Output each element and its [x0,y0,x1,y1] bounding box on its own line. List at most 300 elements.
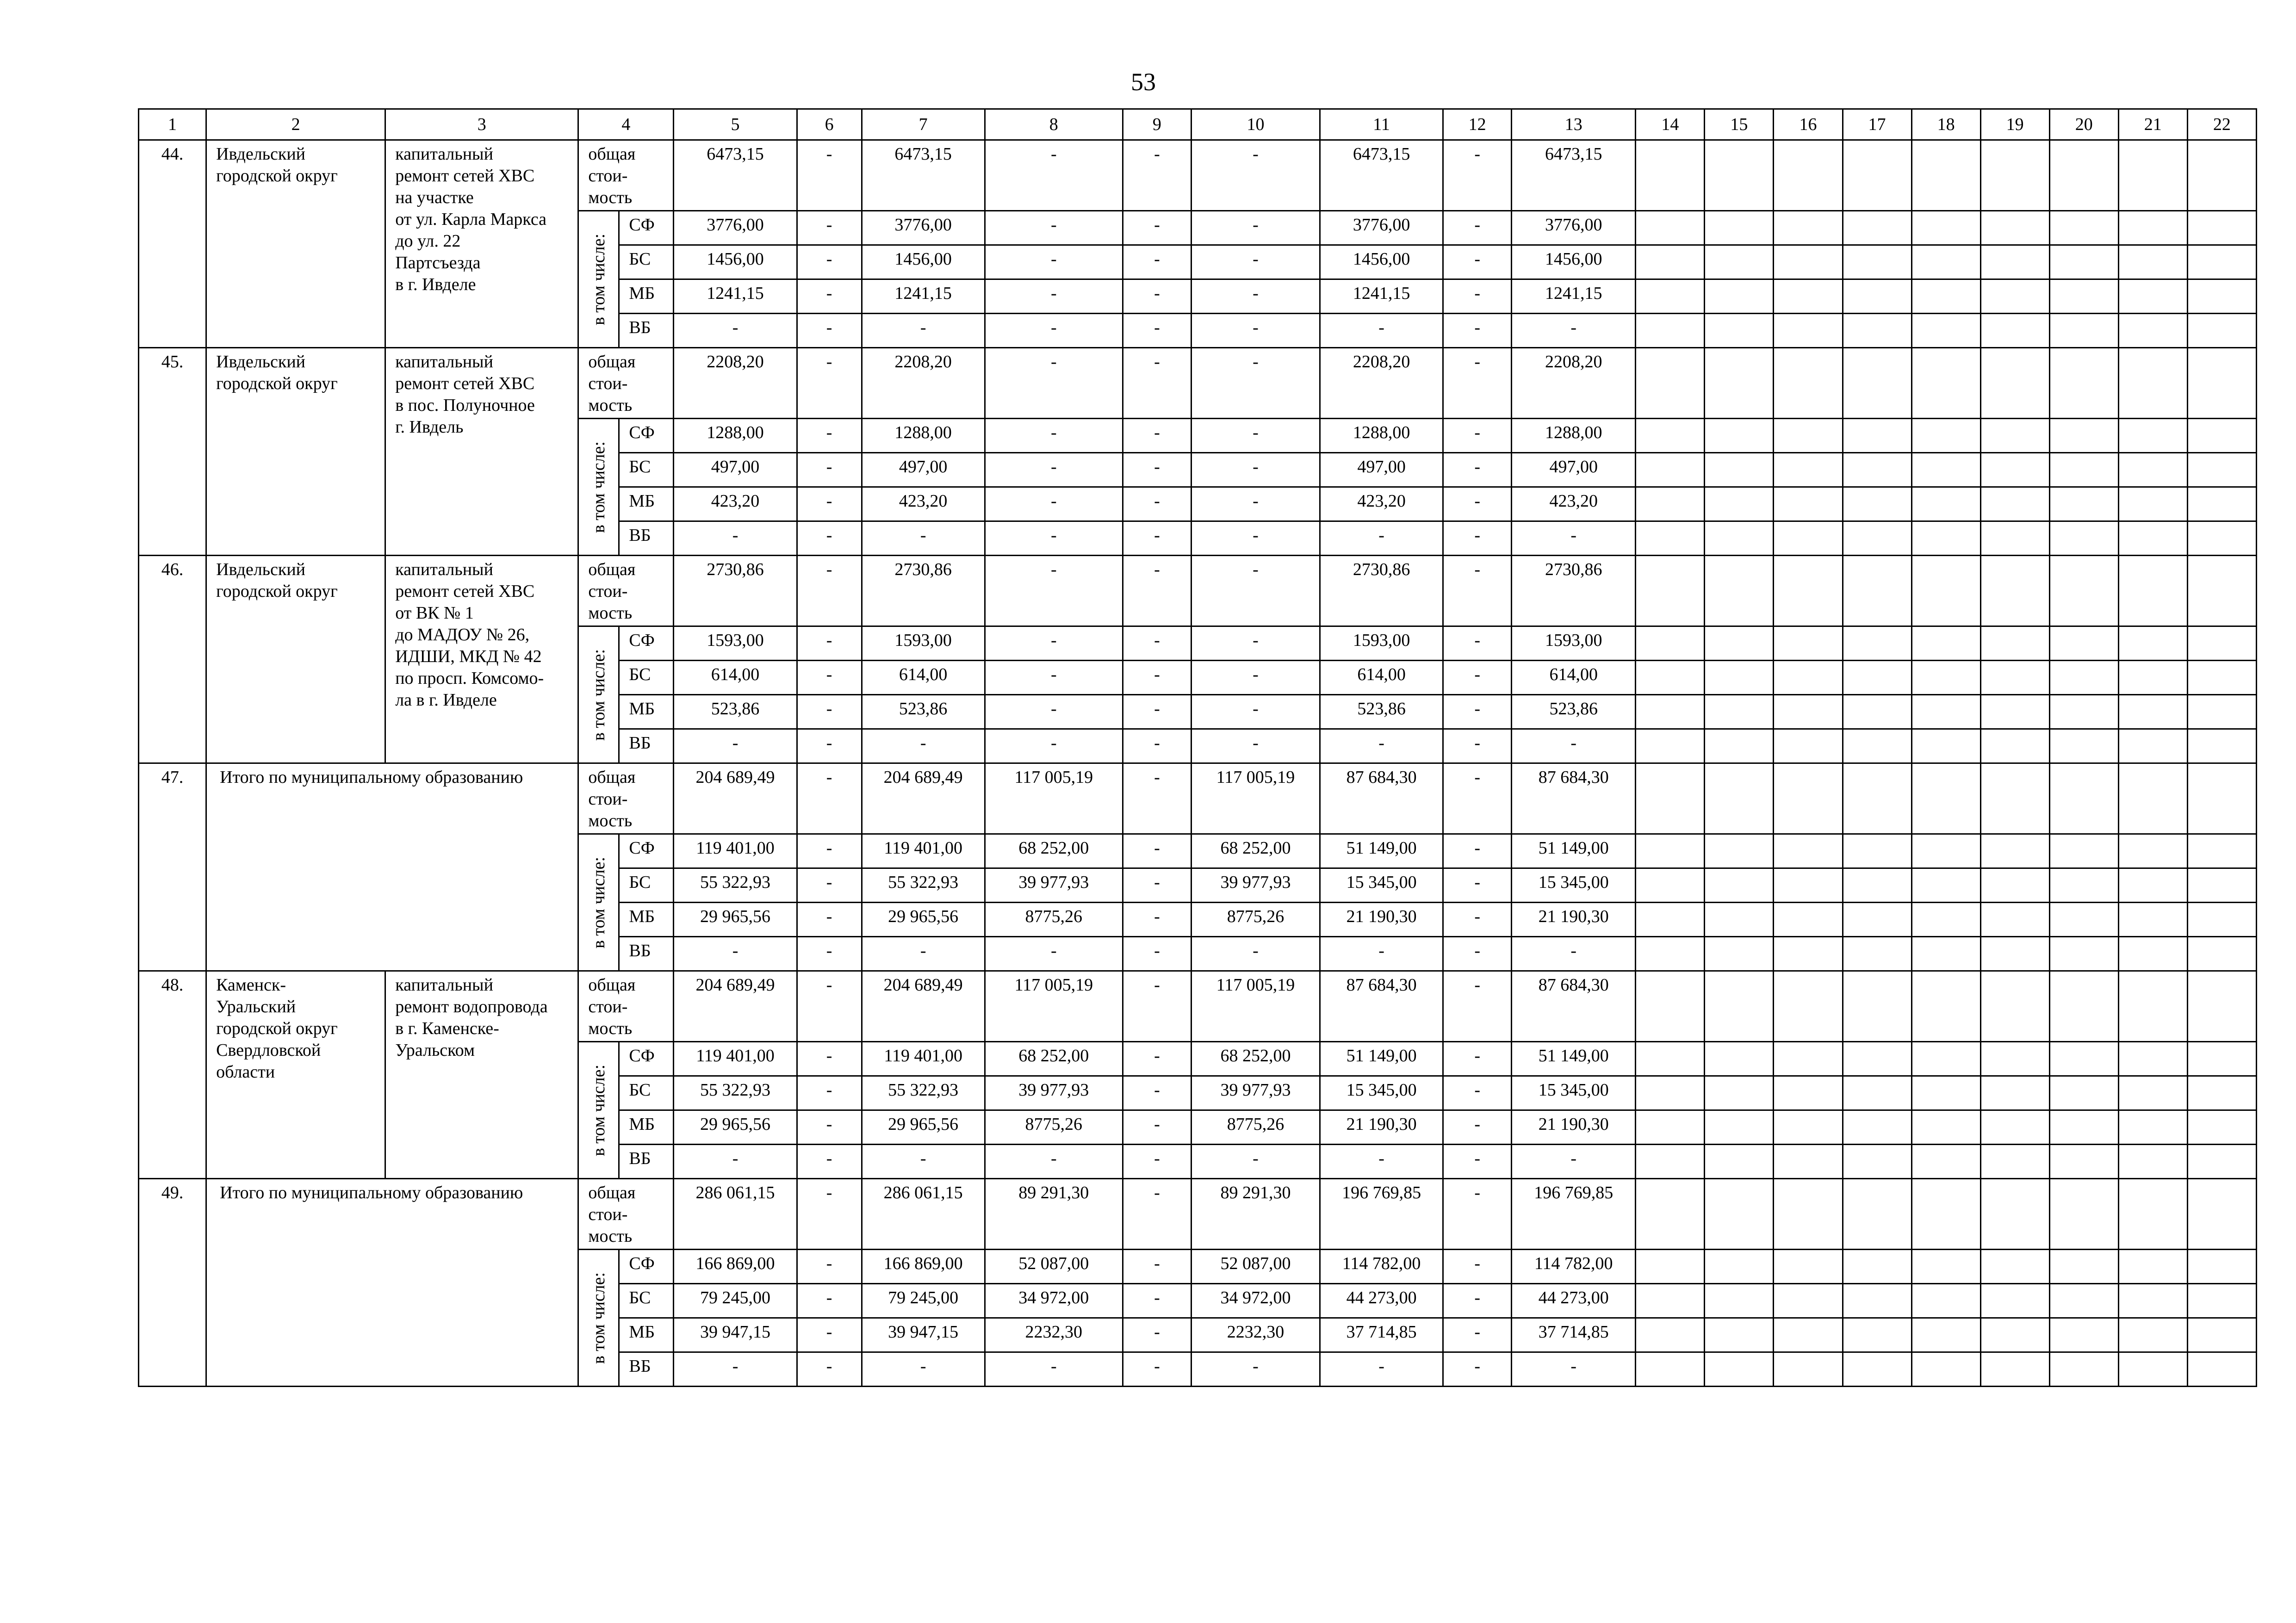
empty-cell [2187,556,2256,626]
value-cell: 52 087,00 [985,1250,1123,1284]
value-cell: - [797,834,862,868]
value-cell: 21 190,30 [1512,1110,1636,1145]
empty-cell [1636,1318,1705,1352]
value-cell: - [797,1145,862,1179]
empty-cell [1980,695,2049,729]
empty-cell [1843,626,1911,661]
empty-cell [2187,245,2256,279]
empty-cell [1843,971,1911,1042]
empty-cell [1911,211,1980,245]
empty-cell [1774,868,1843,903]
value-cell: 1288,00 [862,419,985,453]
value-cell: 1456,00 [862,245,985,279]
empty-cell [1705,245,1774,279]
value-cell: 523,86 [674,695,797,729]
value-cell: - [1443,245,1512,279]
value-cell: 1593,00 [1320,626,1443,661]
value-cell: - [1443,729,1512,763]
column-number-cell: 16 [1774,109,1843,140]
column-number-cell: 18 [1911,109,1980,140]
value-cell: 286 061,15 [862,1179,985,1250]
empty-cell [2187,211,2256,245]
value-cell: 89 291,30 [985,1179,1123,1250]
value-cell: - [1191,453,1320,487]
fund-code-cell: СФ [619,834,674,868]
empty-cell [2118,1352,2187,1387]
value-cell: 1593,00 [674,626,797,661]
value-cell: 1241,15 [1512,279,1636,314]
empty-cell [1774,348,1843,419]
empty-cell [1843,245,1911,279]
value-cell: - [985,245,1123,279]
value-cell: 1288,00 [1512,419,1636,453]
empty-cell [2049,868,2118,903]
empty-cell [1705,487,1774,521]
value-cell: 1456,00 [1512,245,1636,279]
value-cell: - [1443,1250,1512,1284]
empty-cell [1980,348,2049,419]
value-cell: - [1320,314,1443,348]
value-cell: - [1191,487,1320,521]
empty-cell [2118,937,2187,971]
value-cell: - [1191,626,1320,661]
empty-cell [1636,1110,1705,1145]
empty-cell [1774,763,1843,834]
empty-cell [1843,1179,1911,1250]
empty-cell [1843,279,1911,314]
table-row-total-cost [139,556,2257,626]
empty-cell [2187,348,2256,419]
empty-cell [2118,453,2187,487]
value-cell: - [1123,695,1191,729]
empty-cell [1636,419,1705,453]
empty-cell [1980,140,2049,211]
value-cell: 29 965,56 [862,1110,985,1145]
including-label-cell [578,1042,619,1179]
empty-cell [2049,314,2118,348]
value-cell: - [1191,348,1320,419]
empty-cell [1980,279,2049,314]
value-cell: - [797,419,862,453]
empty-cell [1843,453,1911,487]
row-number-cell: 45. [139,348,206,556]
value-cell: 39 947,15 [862,1318,985,1352]
including-label-cell [578,1250,619,1387]
value-cell: 39 947,15 [674,1318,797,1352]
value-cell: - [1123,521,1191,556]
empty-cell [2187,487,2256,521]
value-cell: - [1320,521,1443,556]
column-number-cell: 6 [797,109,862,140]
column-number-cell: 14 [1636,109,1705,140]
value-cell: 114 782,00 [1320,1250,1443,1284]
empty-cell [2187,1110,2256,1145]
value-cell: - [797,140,862,211]
empty-cell [1980,487,2049,521]
value-cell: - [797,348,862,419]
value-cell: - [797,729,862,763]
empty-cell [2049,626,2118,661]
value-cell: - [1443,1284,1512,1318]
value-cell: 68 252,00 [1191,1042,1320,1076]
row-number-cell: 48. [139,971,206,1179]
empty-cell [1705,695,1774,729]
empty-cell [1705,211,1774,245]
empty-cell [1705,140,1774,211]
empty-cell [1843,314,1911,348]
value-cell: - [1320,729,1443,763]
value-cell: - [862,1145,985,1179]
empty-cell [1636,1352,1705,1387]
empty-cell [2049,487,2118,521]
empty-cell [2118,729,2187,763]
value-cell: - [1191,1352,1320,1387]
value-cell: - [1443,1145,1512,1179]
municipality-cell: Ивдельский городской округ [206,556,385,763]
empty-cell [1636,763,1705,834]
empty-cell [2049,1284,2118,1318]
empty-cell [2118,419,2187,453]
value-cell: 87 684,30 [1320,763,1443,834]
empty-cell [1911,1250,1980,1284]
value-cell: 6473,15 [862,140,985,211]
empty-cell [2118,348,2187,419]
municipality-cell: Каменск- Уральский городской округ Свердловской области [206,971,385,1179]
fund-code-cell: СФ [619,419,674,453]
empty-cell [1843,1250,1911,1284]
value-cell: - [797,453,862,487]
including-label: в том числе: [589,1064,608,1156]
value-cell: - [1191,211,1320,245]
value-cell: - [1123,453,1191,487]
value-cell: 119 401,00 [674,1042,797,1076]
value-cell: - [1512,1145,1636,1179]
value-cell: 21 190,30 [1512,903,1636,937]
value-cell: - [797,1076,862,1110]
value-cell: 286 061,15 [674,1179,797,1250]
value-cell: - [1123,1250,1191,1284]
value-cell: - [797,971,862,1042]
empty-cell [1911,453,1980,487]
value-cell: - [862,521,985,556]
value-cell: 6473,15 [674,140,797,211]
empty-cell [1980,211,2049,245]
fund-code-cell: ВБ [619,1145,674,1179]
including-label-cell [578,419,619,556]
empty-cell [1705,1076,1774,1110]
empty-cell [1705,868,1774,903]
value-cell: 15 345,00 [1320,868,1443,903]
value-cell: - [985,211,1123,245]
value-cell: 1288,00 [674,419,797,453]
empty-cell [1705,1179,1774,1250]
value-cell: 2232,30 [1191,1318,1320,1352]
table-row-total-cost [139,348,2257,419]
empty-cell [2187,661,2256,695]
value-cell: - [1191,314,1320,348]
value-cell: 68 252,00 [985,834,1123,868]
value-cell: - [985,937,1123,971]
value-cell: - [1443,1318,1512,1352]
value-cell: - [1443,140,1512,211]
empty-cell [1980,453,2049,487]
municipality-cell: Ивдельский городской округ [206,140,385,348]
value-cell: 497,00 [862,453,985,487]
value-cell: 614,00 [862,661,985,695]
empty-cell [1911,1042,1980,1076]
value-cell: 3776,00 [1320,211,1443,245]
column-number-cell: 10 [1191,109,1320,140]
value-cell: - [985,1145,1123,1179]
empty-cell [1705,971,1774,1042]
empty-cell [1705,1318,1774,1352]
value-cell: - [1191,661,1320,695]
value-cell: 21 190,30 [1320,903,1443,937]
value-cell: 497,00 [1512,453,1636,487]
value-cell: - [797,314,862,348]
empty-cell [2049,521,2118,556]
empty-cell [1911,1318,1980,1352]
empty-cell [1843,1352,1911,1387]
empty-cell [1980,763,2049,834]
empty-cell [1774,937,1843,971]
empty-cell [2049,695,2118,729]
including-label: в том числе: [589,1272,608,1364]
value-cell: 1288,00 [1320,419,1443,453]
value-cell: 15 345,00 [1512,1076,1636,1110]
value-cell: - [1512,729,1636,763]
empty-cell [2049,556,2118,626]
fund-code-cell: ВБ [619,937,674,971]
value-cell: - [1320,937,1443,971]
empty-cell [1705,937,1774,971]
value-cell: - [1123,556,1191,626]
value-cell: 204 689,49 [674,971,797,1042]
value-cell: - [1123,661,1191,695]
value-cell: 1593,00 [1512,626,1636,661]
empty-cell [1774,729,1843,763]
empty-cell [1774,971,1843,1042]
empty-cell [1980,314,2049,348]
fund-code-cell: ВБ [619,314,674,348]
empty-cell [1911,626,1980,661]
empty-cell [2118,245,2187,279]
empty-cell [2118,211,2187,245]
value-cell: 523,86 [1320,695,1443,729]
value-cell: - [985,314,1123,348]
value-cell: - [1123,626,1191,661]
empty-cell [2187,1284,2256,1318]
value-cell: 614,00 [1320,661,1443,695]
empty-cell [1911,1352,1980,1387]
empty-cell [1980,1318,2049,1352]
budget-table [138,108,2257,1387]
value-cell: - [1443,314,1512,348]
value-cell: 119 401,00 [862,1042,985,1076]
total-cost-label-cell: общая стои- мость [578,763,674,834]
empty-cell [1636,903,1705,937]
value-cell: - [674,937,797,971]
object-description-cell: капитальный ремонт сетей ХВС от ВК № 1 до МАДОУ № 26, ИДШИ, МКД № 42 по просп. Комсомо- ла в г. Ивделе [385,556,578,763]
value-cell: 87 684,30 [1512,971,1636,1042]
empty-cell [1843,487,1911,521]
empty-cell [1774,521,1843,556]
empty-cell [1636,487,1705,521]
empty-cell [1705,834,1774,868]
empty-cell [1774,834,1843,868]
value-cell: - [1123,971,1191,1042]
empty-cell [1636,695,1705,729]
value-cell: 55 322,93 [862,868,985,903]
empty-cell [1636,140,1705,211]
empty-cell [1911,1145,1980,1179]
empty-cell [2187,453,2256,487]
value-cell: - [1512,1352,1636,1387]
empty-cell [1980,1076,2049,1110]
value-cell: - [862,937,985,971]
value-cell: 68 252,00 [985,1042,1123,1076]
empty-cell [1705,521,1774,556]
fund-code-cell: МБ [619,279,674,314]
value-cell: - [1443,903,1512,937]
empty-cell [2187,1145,2256,1179]
empty-cell [2118,521,2187,556]
value-cell: - [1191,937,1320,971]
empty-cell [2118,868,2187,903]
value-cell: - [862,314,985,348]
value-cell: - [797,937,862,971]
row-number-cell: 47. [139,763,206,971]
empty-cell [1980,1042,2049,1076]
value-cell: 2208,20 [1320,348,1443,419]
value-cell: 423,20 [1512,487,1636,521]
empty-cell [1843,1042,1911,1076]
empty-cell [2187,937,2256,971]
empty-cell [2187,1076,2256,1110]
empty-cell [1843,1076,1911,1110]
empty-cell [1636,1076,1705,1110]
empty-cell [1980,1145,2049,1179]
value-cell: - [985,661,1123,695]
value-cell: 79 245,00 [862,1284,985,1318]
empty-cell [1705,1145,1774,1179]
empty-cell [2118,487,2187,521]
empty-cell [2118,314,2187,348]
object-description-cell: капитальный ремонт сетей ХВС в пос. Полуночное г. Ивдель [385,348,578,556]
value-cell: - [1123,729,1191,763]
empty-cell [1911,419,1980,453]
empty-cell [2118,971,2187,1042]
page-number: 53 [1131,68,1156,96]
value-cell: - [797,211,862,245]
empty-cell [2187,695,2256,729]
empty-cell [2049,1179,2118,1250]
value-cell: - [1191,695,1320,729]
value-cell: 2730,86 [862,556,985,626]
value-cell: 119 401,00 [862,834,985,868]
value-cell: 1241,15 [862,279,985,314]
value-cell: - [797,1110,862,1145]
value-cell: 1241,15 [674,279,797,314]
column-number-cell: 15 [1705,109,1774,140]
value-cell: 34 972,00 [1191,1284,1320,1318]
empty-cell [1911,868,1980,903]
empty-cell [2187,140,2256,211]
value-cell: 51 149,00 [1320,834,1443,868]
municipality-cell: Ивдельский городской округ [206,348,385,556]
empty-cell [1774,626,1843,661]
empty-cell [1636,279,1705,314]
empty-cell [1911,279,1980,314]
empty-cell [1980,868,2049,903]
empty-cell [1636,1250,1705,1284]
empty-cell [1636,937,1705,971]
including-label-cell [578,834,619,971]
empty-cell [1705,1110,1774,1145]
value-cell: - [1123,763,1191,834]
value-cell: - [674,729,797,763]
value-cell: 51 149,00 [1512,834,1636,868]
value-cell: 2232,30 [985,1318,1123,1352]
value-cell: 1241,15 [1320,279,1443,314]
value-cell: 196 769,85 [1512,1179,1636,1250]
value-cell: - [1443,695,1512,729]
value-cell: - [797,521,862,556]
empty-cell [1705,314,1774,348]
empty-cell [1843,211,1911,245]
empty-cell [1774,314,1843,348]
empty-cell [1911,1284,1980,1318]
value-cell: - [1191,729,1320,763]
empty-cell [1705,556,1774,626]
value-cell: 196 769,85 [1320,1179,1443,1250]
empty-cell [1980,903,2049,937]
value-cell: 39 977,93 [1191,868,1320,903]
empty-cell [1774,1352,1843,1387]
value-cell: - [797,903,862,937]
empty-cell [1911,661,1980,695]
empty-cell [2118,1076,2187,1110]
including-label: в том числе: [589,233,608,325]
value-cell: 44 273,00 [1512,1284,1636,1318]
value-cell: - [797,1179,862,1250]
empty-cell [2049,453,2118,487]
empty-cell [1636,1042,1705,1076]
column-number-cell: 2 [206,109,385,140]
value-cell: - [797,1284,862,1318]
empty-cell [2049,937,2118,971]
column-number-cell: 17 [1843,109,1911,140]
value-cell: 523,86 [862,695,985,729]
empty-cell [2049,348,2118,419]
empty-cell [1774,1145,1843,1179]
value-cell: - [1123,1076,1191,1110]
value-cell: - [1123,348,1191,419]
empty-cell [1843,903,1911,937]
value-cell: - [985,521,1123,556]
value-cell: - [797,661,862,695]
value-cell: - [1443,868,1512,903]
empty-cell [2187,763,2256,834]
fund-code-cell: ВБ [619,729,674,763]
empty-cell [1843,868,1911,903]
empty-cell [1911,834,1980,868]
value-cell: - [1191,419,1320,453]
empty-cell [1636,971,1705,1042]
column-number-cell: 11 [1320,109,1443,140]
fund-code-cell: СФ [619,1250,674,1284]
empty-cell [1843,419,1911,453]
